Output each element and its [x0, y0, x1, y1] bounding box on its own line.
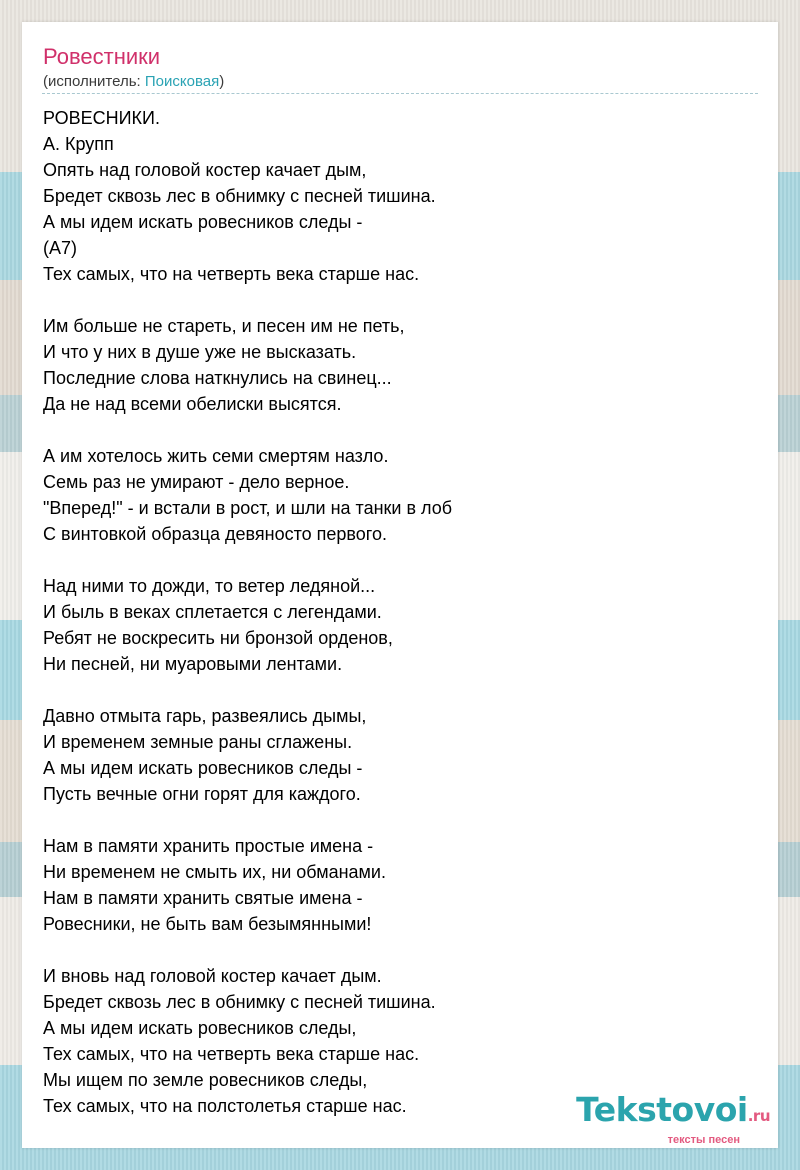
- stanza: [43, 105, 758, 287]
- stanza: [43, 443, 758, 547]
- lyric-line: Опять над головой костер качает дым,: [43, 160, 367, 180]
- stanza-gap: [43, 547, 758, 573]
- lyric-line: Семь раз не умирают - дело верное.: [43, 472, 350, 492]
- lyric-line: А. Крупп: [43, 134, 114, 154]
- stanza-gap: [43, 417, 758, 443]
- performer-prefix: (исполнитель:: [43, 73, 145, 90]
- lyric-line: А мы идем искать ровесников следы -: [43, 212, 363, 232]
- stanza: [43, 313, 758, 417]
- lyric-line: А им хотелось жить семи смертям назло.: [43, 446, 389, 466]
- lyric-line: Тех самых, что на четверть века старше нас.: [43, 264, 420, 284]
- lyrics-body: [43, 105, 758, 1119]
- lyric-line: Нам в памяти хранить святые имена -: [43, 888, 363, 908]
- lyric-line: Им больше не стареть, и песен им не петь,: [43, 316, 405, 336]
- lyric-line: "Вперед!" - и встали в рост, и шли на танки в лоб: [43, 498, 453, 518]
- song-title: Ровестники: [43, 44, 161, 69]
- lyric-line: Ни песней, ни муаровыми лентами.: [43, 654, 343, 674]
- lyric-line: Ровесники, не быть вам безымянными!: [43, 914, 372, 934]
- lyric-line: Бредет сквозь лес в обнимку с песней тишина.: [43, 186, 436, 206]
- stanza: [43, 703, 758, 807]
- logo-wordmark: [576, 1092, 770, 1134]
- logo-tld: .ru: [747, 1107, 770, 1125]
- logo-name: Tekstovoi: [576, 1090, 748, 1129]
- lyrics-card: [22, 22, 778, 1148]
- stanza-gap: [43, 937, 758, 963]
- lyric-line: Мы ищем по земле ровесников следы,: [43, 1070, 368, 1090]
- site-logo[interactable]: [576, 1092, 770, 1146]
- lyric-line: А мы идем искать ровесников следы -: [43, 758, 363, 778]
- stanza-gap: [43, 287, 758, 313]
- lyric-line: С винтовкой образца девяносто первого.: [43, 524, 387, 544]
- lyric-line: Бредет сквозь лес в обнимку с песней тишина.: [43, 992, 436, 1012]
- lyric-line: Да не над всеми обелиски высятся.: [43, 394, 342, 414]
- lyric-line: Ни временем не смыть их, ни обманами.: [43, 862, 386, 882]
- logo-subtitle: тексты песен: [667, 1134, 740, 1146]
- performer-line: [43, 73, 224, 91]
- lyric-line: Нам в памяти хранить простые имена -: [43, 836, 374, 856]
- lyric-line: Тех самых, что на четверть века старше нас.: [43, 1044, 420, 1064]
- stanza: [43, 573, 758, 677]
- lyric-line: Над ними то дожди, то ветер ледяной...: [43, 576, 376, 596]
- performer-link[interactable]: Поисковая: [144, 73, 220, 90]
- lyric-line: А мы идем искать ровесников следы,: [43, 1018, 357, 1038]
- stanza: [43, 833, 758, 937]
- title-divider: [42, 93, 758, 94]
- lyric-line: Давно отмыта гарь, развеялись дымы,: [43, 706, 367, 726]
- lyric-line: И что у них в душе уже не высказать.: [43, 342, 357, 362]
- lyric-line: И быль в веках сплетается с легендами.: [43, 602, 382, 622]
- lyric-line: Ребят не воскресить ни бронзой орденов,: [43, 628, 393, 648]
- lyric-line: Пусть вечные огни горят для каждого.: [43, 784, 361, 804]
- lyric-line: Тех самых, что на полстолетья старше нас.: [43, 1096, 407, 1116]
- stanza-gap: [43, 807, 758, 833]
- lyric-line: Последние слова наткнулись на свинец...: [43, 368, 392, 388]
- lyric-line: (A7): [43, 238, 78, 258]
- lyric-line: РОВЕСНИКИ.: [43, 108, 160, 128]
- lyric-line: И временем земные раны сглажены.: [43, 732, 353, 752]
- lyric-line: И вновь над головой костер качает дым.: [43, 966, 382, 986]
- stanza-gap: [43, 677, 758, 703]
- performer-suffix: ): [219, 73, 225, 90]
